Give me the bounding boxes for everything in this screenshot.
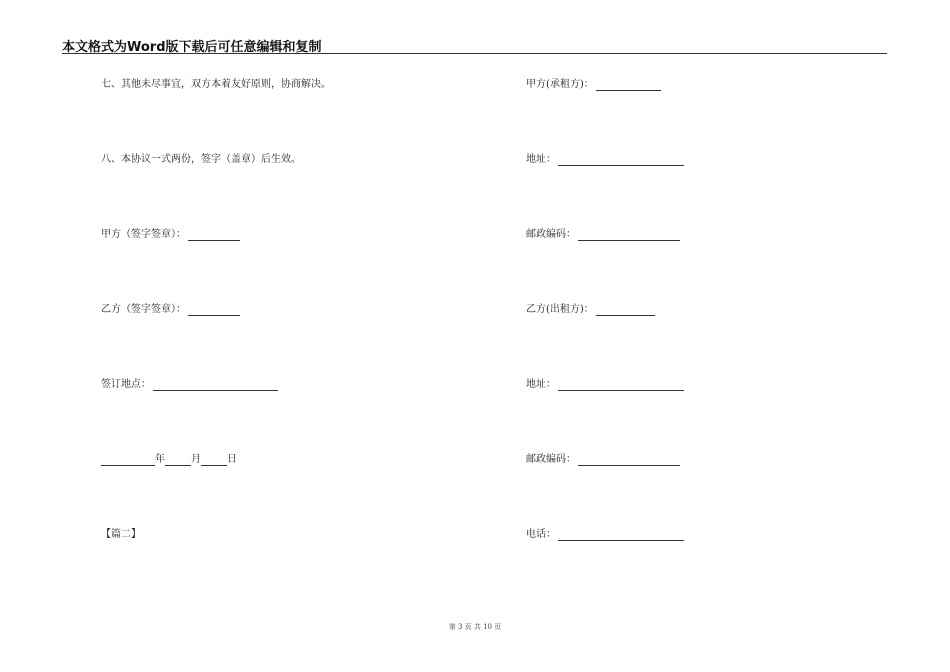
lessor-address-row (526, 379, 684, 391)
lessor-address-label: 地址： (526, 379, 556, 390)
clause-7-text (101, 79, 331, 91)
party-b-signature-blank[interactable] (188, 305, 240, 316)
lessor-postcode-blank[interactable] (578, 455, 680, 466)
date-day-blank[interactable] (201, 455, 227, 466)
date-year-label: 年 (155, 454, 165, 465)
sign-place-row (101, 379, 278, 391)
lessee-address-row (526, 154, 684, 166)
lessor-row (526, 304, 655, 316)
sign-place-label: 签订地点： (101, 379, 151, 390)
lessee-row (526, 79, 661, 91)
section-2-label: 【篇二】 (101, 529, 141, 540)
clause-8-label: 八、本协议一式两份，签字（盖章）后生效。 (101, 154, 301, 165)
lessee-address-label: 地址： (526, 154, 556, 165)
section-2-heading (101, 529, 141, 541)
lessor-label: 乙方(出租方)： (526, 304, 594, 315)
lessor-address-blank[interactable] (558, 380, 684, 391)
party-a-signature-label: 甲方（签字签章）： (101, 229, 186, 240)
lessee-blank[interactable] (596, 80, 661, 91)
lessee-postcode-label: 邮政编码： (526, 229, 576, 240)
sign-place-blank[interactable] (153, 380, 278, 391)
phone-row (526, 529, 684, 541)
lessee-address-blank[interactable] (558, 155, 684, 166)
sign-date-row (101, 454, 237, 466)
date-year-blank[interactable] (101, 455, 155, 466)
lessor-postcode-row (526, 454, 680, 466)
date-month-blank[interactable] (165, 455, 191, 466)
party-a-signature-blank[interactable] (188, 230, 240, 241)
clause-7-label: 七、其他未尽事宜，双方本着友好原则，协商解决。 (101, 79, 331, 90)
lessor-postcode-label: 邮政编码： (526, 454, 576, 465)
lessor-blank[interactable] (596, 305, 655, 316)
page-number-footer: 第 3 页 共 10 页 (448, 623, 502, 631)
lessee-label: 甲方(承租方)： (526, 79, 594, 90)
phone-blank[interactable] (558, 530, 684, 541)
lessee-postcode-row (526, 229, 680, 241)
date-month-label: 月 (191, 454, 201, 465)
clause-8-text (101, 154, 301, 166)
date-day-label: 日 (227, 454, 237, 465)
document-header-title: 本文格式为Word版下载后可任意编辑和复制 (62, 40, 322, 55)
header-divider (62, 53, 887, 54)
party-a-signature-row (101, 229, 240, 241)
party-b-signature-label: 乙方（签字签章）： (101, 304, 186, 315)
phone-label: 电话： (526, 529, 556, 540)
lessee-postcode-blank[interactable] (578, 230, 680, 241)
party-b-signature-row (101, 304, 240, 316)
